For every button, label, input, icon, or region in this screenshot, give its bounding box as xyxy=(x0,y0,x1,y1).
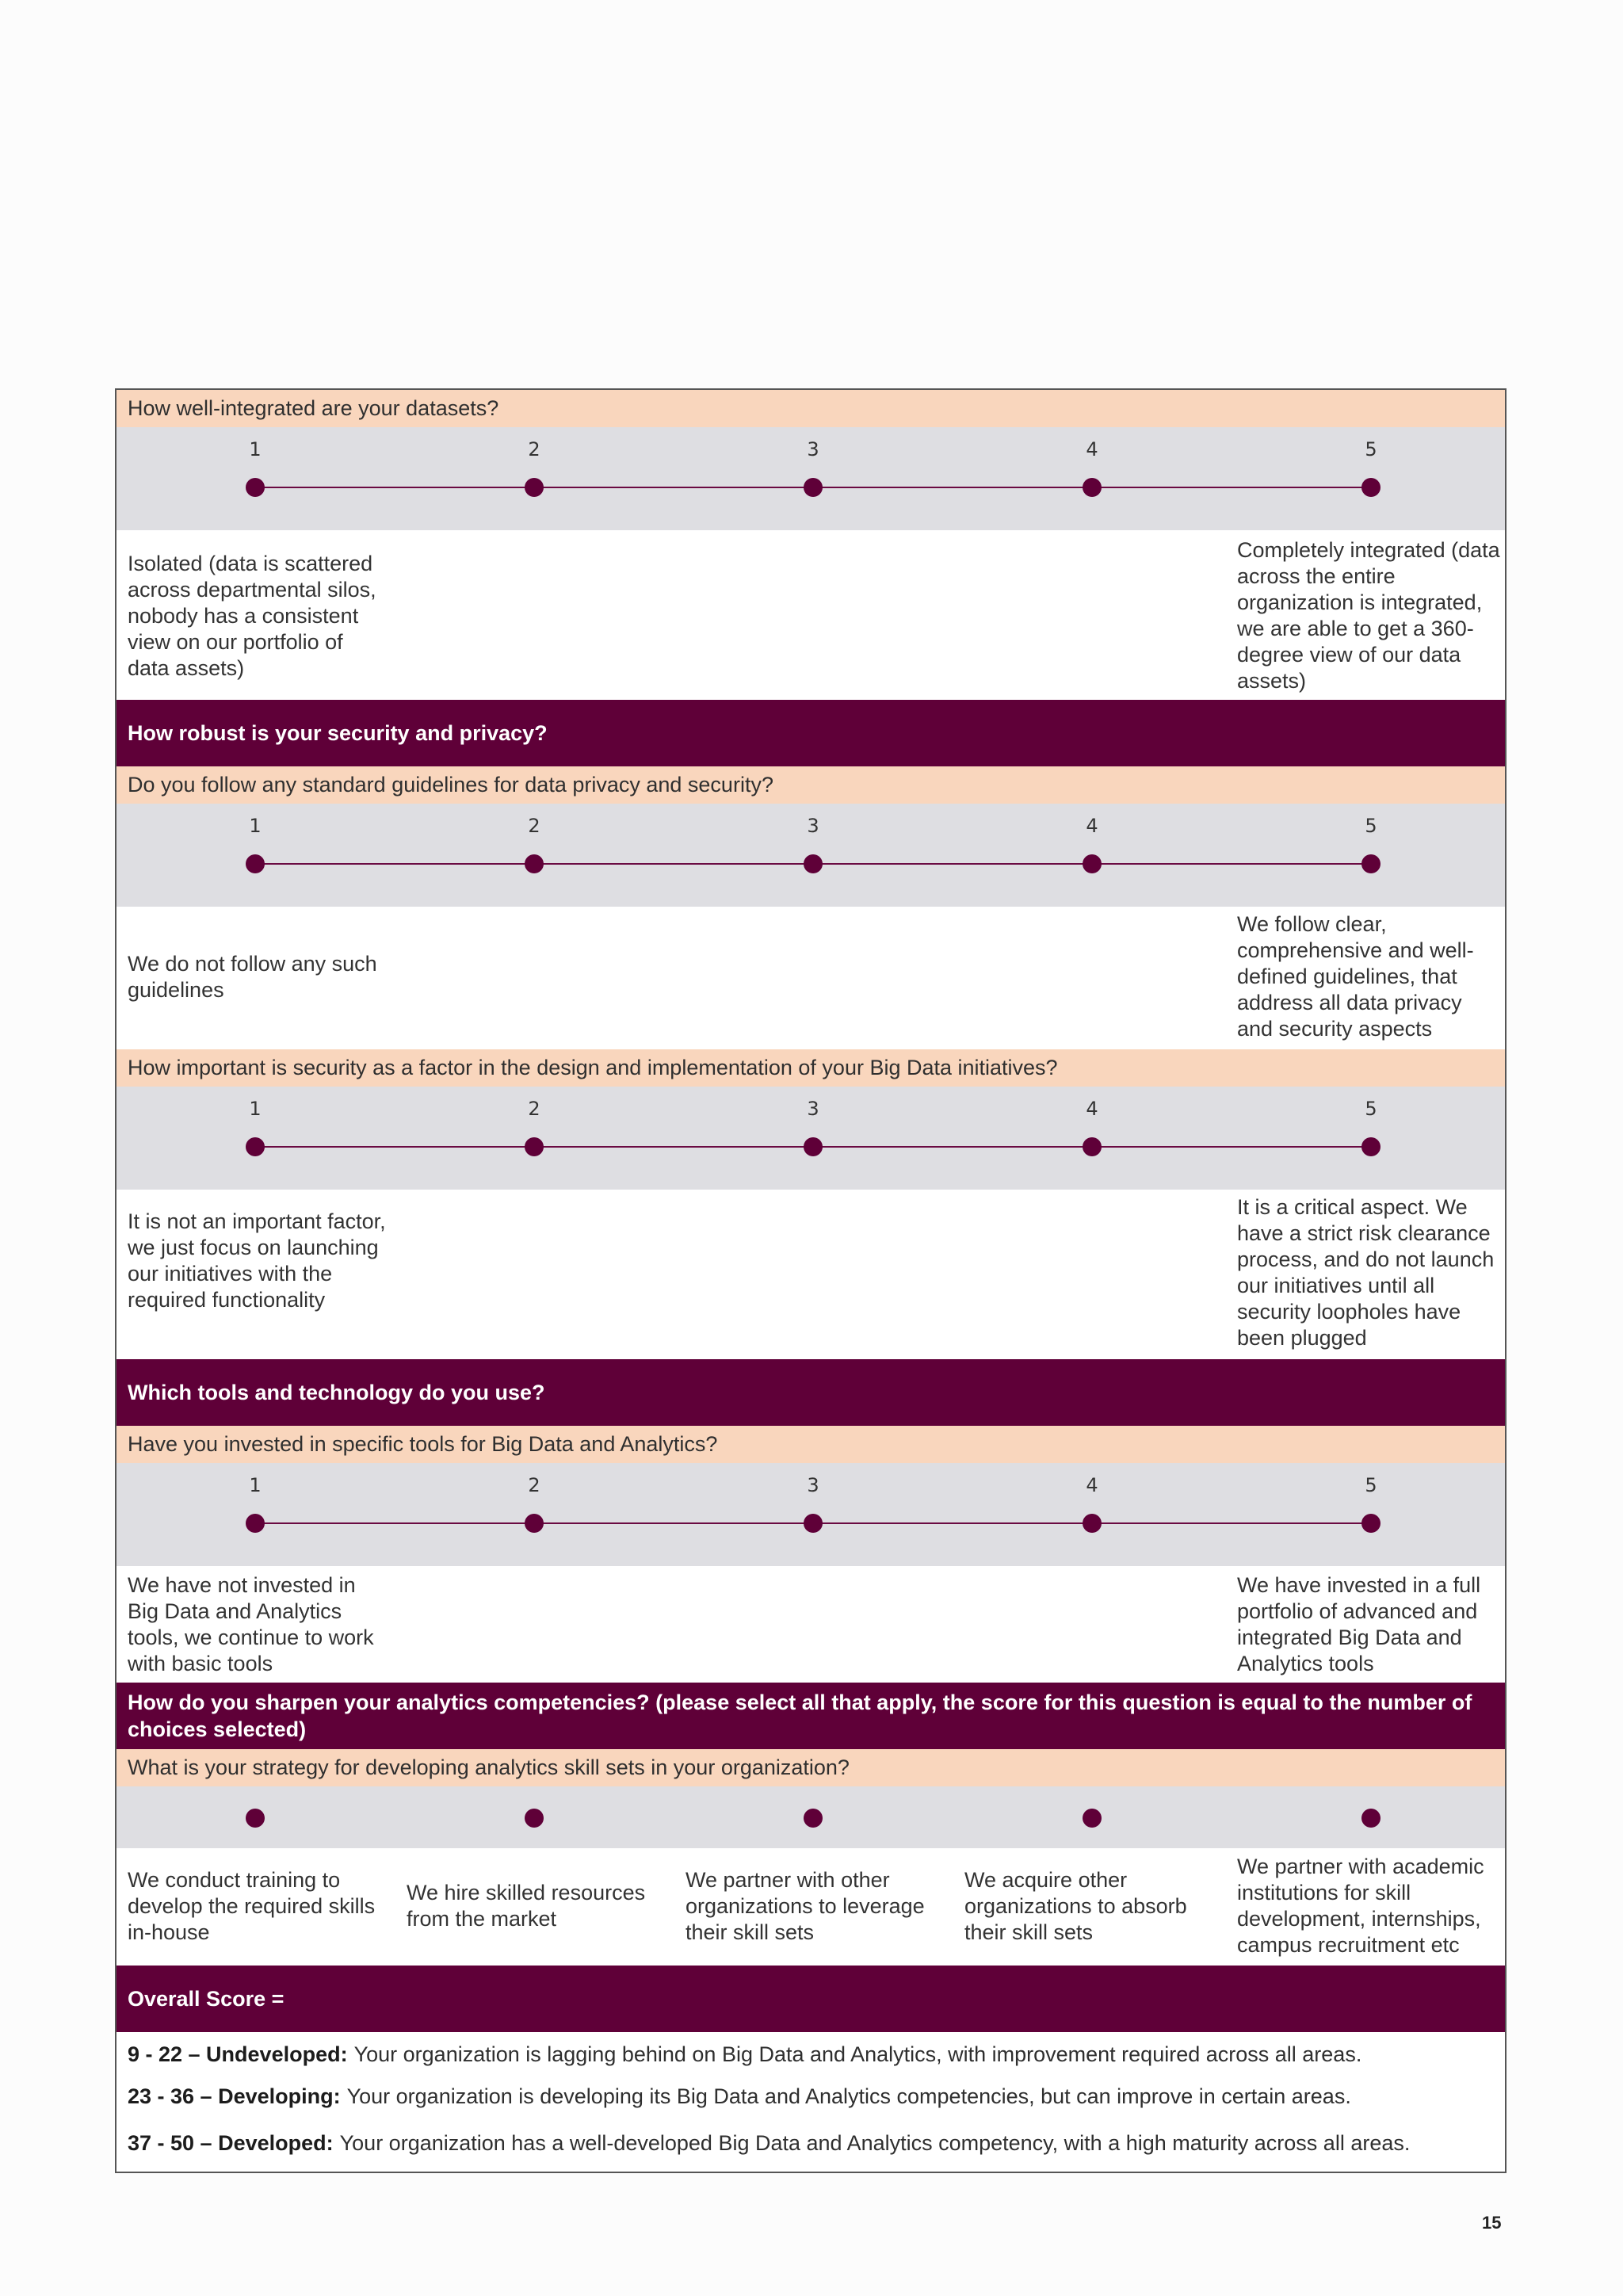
high-anchor-text: It is a critical aspect. We have a strict risk clearance process, and do not launch our initiatives until all security loopholes have been plugged xyxy=(1237,1195,1495,1350)
scale-label-3: 3 xyxy=(807,1474,819,1496)
overall-score-heading: Overall Score = xyxy=(116,1966,1505,2032)
option-acquire-text: We acquire other organizations to absorb their skill sets xyxy=(964,1868,1187,1944)
scale-anchors-security-importance xyxy=(116,1190,1505,1359)
option-checkpoints xyxy=(116,1786,1505,1848)
question-skill-strategy: What is your strategy for developing analytics skill sets in your organization? xyxy=(116,1749,1505,1786)
scale-point-2[interactable] xyxy=(525,478,544,497)
score-band-developed xyxy=(116,2122,1505,2172)
scale-anchors-datasets xyxy=(116,530,1505,700)
scale-label-4: 4 xyxy=(1086,815,1098,837)
score-band-description: Your organization is developing its Big Data and Analytics competencies, but can improve in certain areas. xyxy=(346,2084,1351,2108)
scale-label-2: 2 xyxy=(528,815,540,837)
scale-point-5[interactable] xyxy=(1361,1137,1381,1156)
scale-label-2: 2 xyxy=(528,1474,540,1496)
scale-point-1[interactable] xyxy=(246,478,265,497)
scale-label-2: 2 xyxy=(528,1098,540,1120)
scale-label-5: 5 xyxy=(1365,1098,1377,1120)
scale-point-2[interactable] xyxy=(525,1514,544,1533)
rating-scale-privacy xyxy=(116,804,1505,907)
rating-scale-datasets xyxy=(116,427,1505,530)
scale-point-1[interactable] xyxy=(246,1514,265,1533)
scale-point-5[interactable] xyxy=(1361,478,1381,497)
option-marker-hire[interactable] xyxy=(525,1809,544,1828)
scale-anchors-privacy xyxy=(116,907,1505,1049)
question-security-importance: How important is security as a factor in the design and implementation of your Big Data initiatives? xyxy=(116,1049,1505,1087)
option-marker-partner-orgs[interactable] xyxy=(804,1809,823,1828)
scale-label-1: 1 xyxy=(249,815,262,837)
score-band-description: Your organization has a well-developed Big Data and Analytics competency, with a high maturity across all areas. xyxy=(339,2130,1411,2155)
scale-label-4: 4 xyxy=(1086,1098,1098,1120)
score-band-undeveloped xyxy=(116,2032,1505,2070)
scale-point-2[interactable] xyxy=(525,854,544,873)
scale-point-3[interactable] xyxy=(804,854,823,873)
section-heading-tools: Which tools and technology do you use? xyxy=(116,1359,1505,1426)
rating-scale-tools xyxy=(116,1463,1505,1566)
option-partner-orgs-text: We partner with other organizations to leverage their skill sets xyxy=(685,1868,925,1944)
score-band-range: 9 - 22 – Undeveloped: xyxy=(128,2042,348,2066)
scale-label-4: 4 xyxy=(1086,438,1098,460)
scale-label-3: 3 xyxy=(807,1098,819,1120)
skill-strategy-options xyxy=(116,1848,1505,1966)
scale-point-5[interactable] xyxy=(1361,1514,1381,1533)
scale-anchors-tools xyxy=(116,1566,1505,1683)
option-marker-training[interactable] xyxy=(246,1809,265,1828)
scale-point-1[interactable] xyxy=(246,854,265,873)
scale-label-3: 3 xyxy=(807,438,819,460)
scale-label-3: 3 xyxy=(807,815,819,837)
low-anchor-text: We do not follow any such guidelines xyxy=(128,952,377,1002)
scale-point-3[interactable] xyxy=(804,478,823,497)
rating-scale-security-importance xyxy=(116,1087,1505,1190)
scale-label-5: 5 xyxy=(1365,815,1377,837)
high-anchor-text: We follow clear, comprehensive and well-defined guidelines, that address all data privacy and security aspects xyxy=(1237,912,1474,1041)
scale-point-3[interactable] xyxy=(804,1514,823,1533)
scale-point-3[interactable] xyxy=(804,1137,823,1156)
assessment-table xyxy=(115,388,1507,2173)
section-heading-competencies: How do you sharpen your analytics competencies? (please select all that apply, the score for this question is equal to the number of choices selected) xyxy=(116,1683,1505,1749)
option-marker-acquire[interactable] xyxy=(1083,1809,1102,1828)
scale-label-1: 1 xyxy=(249,1474,262,1496)
scale-label-5: 5 xyxy=(1365,438,1377,460)
question-datasets: How well-integrated are your datasets? xyxy=(116,390,1505,427)
option-academic-text: We partner with academic institutions for skill development, internships, campus recruitment etc xyxy=(1237,1855,1484,1957)
low-anchor-text: Isolated (data is scattered across departmental silos, nobody has a consistent view on our portfolio of data assets) xyxy=(128,552,376,680)
scale-label-1: 1 xyxy=(249,438,262,460)
scale-label-1: 1 xyxy=(249,1098,262,1120)
score-band-range: 23 - 36 – Developing: xyxy=(128,2084,341,2108)
section-heading-security: How robust is your security and privacy? xyxy=(116,700,1505,766)
low-anchor-text: It is not an important factor, we just focus on launching our initiatives with the required functionality xyxy=(128,1209,386,1312)
option-training-text: We conduct training to develop the required skills in-house xyxy=(128,1868,376,1944)
scale-point-4[interactable] xyxy=(1083,1514,1102,1533)
scale-label-5: 5 xyxy=(1365,1474,1377,1496)
scale-point-1[interactable] xyxy=(246,1137,265,1156)
low-anchor-text: We have not invested in Big Data and Analytics tools, we continue to work with basic tools xyxy=(128,1573,374,1675)
scale-point-2[interactable] xyxy=(525,1137,544,1156)
high-anchor-text: Completely integrated (data across the entire organization is integrated, we are able to get a 360-degree view of our data assets) xyxy=(1237,538,1500,693)
scale-label-4: 4 xyxy=(1086,1474,1098,1496)
score-band-range: 37 - 50 – Developed: xyxy=(128,2130,334,2155)
question-tools-investment: Have you invested in specific tools for Big Data and Analytics? xyxy=(116,1426,1505,1463)
scale-point-4[interactable] xyxy=(1083,1137,1102,1156)
scale-point-4[interactable] xyxy=(1083,478,1102,497)
score-band-description: Your organization is lagging behind on Big Data and Analytics, with improvement required across all areas. xyxy=(353,2042,1362,2066)
option-marker-academic[interactable] xyxy=(1361,1809,1381,1828)
option-hire-text: We hire skilled resources from the market xyxy=(407,1881,646,1931)
scale-label-2: 2 xyxy=(528,438,540,460)
page-number: 15 xyxy=(1482,2213,1502,2233)
question-privacy-guidelines: Do you follow any standard guidelines for data privacy and security? xyxy=(116,766,1505,804)
high-anchor-text: We have invested in a full portfolio of advanced and integrated Big Data and Analytics tools xyxy=(1237,1573,1481,1675)
score-band-developing xyxy=(116,2070,1505,2122)
scale-point-4[interactable] xyxy=(1083,854,1102,873)
scale-point-5[interactable] xyxy=(1361,854,1381,873)
